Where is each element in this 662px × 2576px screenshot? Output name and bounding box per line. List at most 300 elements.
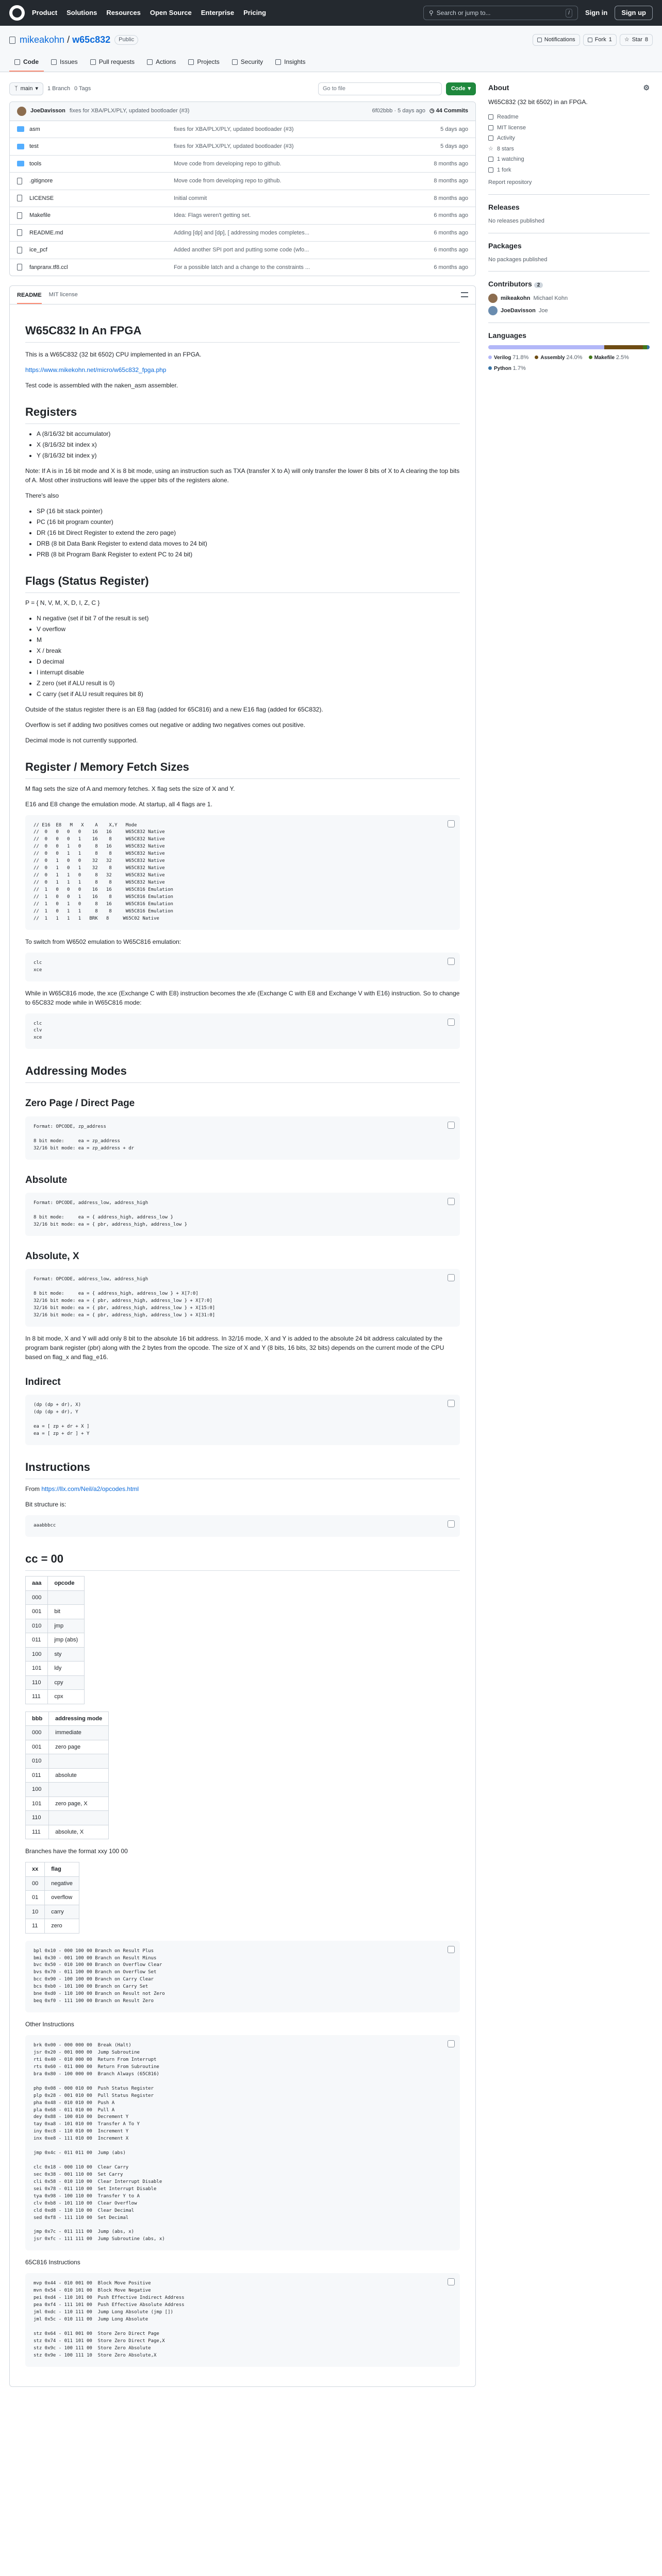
absx-p: In 8 bit mode, X and Y will add only 8 bit to the absolute 16 bit address. In 32/16 mode, X and Y is added to the absolute 24 bit address calculated by the program bank register (pbr) along with the 2 bytes from the opcode. The size of X and Y (8 bits, 16 bits, 32 bits) depends on the current mode of the CPU based on flag_x and flag_e16. (25, 1334, 444, 1361)
table-header-row (26, 1577, 85, 1591)
file-row[interactable] (10, 156, 475, 173)
tab-security[interactable] (227, 53, 268, 72)
file-commit-message[interactable]: For a possible latch and a change to the constraints ... (174, 264, 310, 270)
other-p: Other Instructions (25, 2021, 74, 2028)
table-row (26, 1619, 85, 1633)
code-block-xfe (25, 1013, 460, 1049)
table-row (26, 1876, 79, 1891)
forks-link[interactable] (488, 166, 650, 175)
commit-count-label: 44 Commits (436, 108, 468, 114)
registers-also: There's also (25, 492, 59, 499)
table-row (26, 1740, 109, 1754)
commit-author[interactable]: JoeDavisson (30, 108, 65, 114)
language-bar-segment (643, 345, 647, 349)
branch-label: main (20, 86, 33, 92)
contributors-heading[interactable] (488, 279, 650, 290)
heading-instructions: Instructions (25, 1459, 460, 1479)
contributor-login: mikeakohn (501, 295, 531, 301)
file-icon (17, 195, 22, 201)
copy-icon[interactable] (448, 1520, 455, 1528)
chevron-down-icon: ▾ (468, 86, 471, 92)
tab-insights[interactable] (270, 53, 310, 72)
code-text: Format: OPCODE, address_low, address_high 8 bit mode: ea = { address_high, address_low } + X[7:0] 32/16 bit mode: ea = { pbr, address_high, address_low } + X[7:0] 32/16 bit mode: ea = { pbr, address_high, address_low } + X[15:0] 32/16 bit mode: ea = { pbr, address_high, address_low } + X[31:0] (34, 1277, 216, 1318)
nav-product[interactable]: Product (32, 9, 58, 17)
code-button[interactable] (446, 82, 476, 95)
commit-message[interactable]: fixes for XBA/PLX/PLY, updated bootloader (#3) (69, 108, 190, 114)
flags-p3: Decimal mode is not currently supported. (25, 736, 138, 744)
language-percent: 71.8% (512, 354, 529, 361)
code-text: // E16 E8 M X A X,Y Mode // 0 0 0 0 16 16 W65C832 Native // 0 0 0 1 16 8 W65C832 Native // 0 0 1 0 8 16 W65C832 Native // 0 0 1 1 8 8 W65C832 Native // 0 1 0 0 32 32 W65C832 Native // 0 1 0 1 32 8 W65C832 Native // 0 1 1 0 8 32 W65C832 Native // 0 1 1 1 8 8 W65C832 Native // 1 0 0 0 16 16 W65C816 Emulation // 1 0 0 1 16 8 W65C816 Emulation // 1 0 1 0 8 16 W65C816 Emulation // 1 0 1 1 8 8 W65C816 Emulation // 1 1 1 1 BRK 8 W65C02 Native (34, 822, 173, 921)
code-block-bits (25, 1515, 460, 1537)
table-cell: absolute, X (49, 1825, 109, 1839)
language-item[interactable] (488, 353, 528, 362)
table-cell: negative (45, 1876, 79, 1891)
file-commit-message[interactable]: Adding [dp] and [dp], [ addressing modes completes... (174, 229, 309, 236)
graph-icon (275, 59, 281, 65)
heading-register-sizes: Register / Memory Fetch Sizes (25, 758, 460, 779)
language-percent: 24.0% (566, 354, 583, 361)
file-commit-message[interactable]: Move code from developing repo to github. (174, 178, 282, 184)
tab-pull-requests[interactable] (85, 53, 140, 72)
file-commit-time: 8 months ago (434, 178, 468, 184)
list-item: • N negative (set if bit 7 of the result is set) (37, 614, 460, 623)
file-commit-message[interactable]: Added another SPI port and putting some code (wfo... (174, 247, 309, 253)
table-cell: sty (48, 1647, 85, 1662)
contributors-label: Contributors (488, 280, 532, 288)
registers-list (37, 429, 460, 460)
code-block-abs (25, 1193, 460, 1236)
activity-link[interactable] (488, 134, 650, 143)
table-cell: 000 (26, 1590, 48, 1605)
language-name: Verilog (494, 355, 511, 361)
table-row (26, 1811, 109, 1825)
notifications-button[interactable] (533, 34, 580, 46)
code-text: clc xce (34, 960, 42, 973)
gear-icon[interactable]: ⚙ (643, 83, 650, 92)
meta-label: 8 stars (496, 145, 514, 152)
repo-title: mikeakohn / w65c832 (20, 35, 111, 45)
list-item: • X (8/16/32 bit index x) (37, 440, 460, 449)
code-text: Format: OPCODE, zp_address 8 bit mode: ea = zp_address 32/16 bit mode: ea = zp_address + dr (34, 1124, 135, 1151)
table-header-cell: flag (45, 1862, 79, 1877)
about-heading-label: About (488, 83, 509, 92)
table-cell: 11 (26, 1919, 45, 1934)
copy-icon[interactable] (448, 1400, 455, 1407)
heading-registers: Registers (25, 403, 460, 424)
file-name-link[interactable]: ice_pcf (29, 247, 47, 253)
stars-link[interactable] (488, 145, 650, 154)
star-count: 8 (644, 37, 648, 43)
releases-text: No releases published (488, 218, 544, 224)
book-icon (488, 114, 493, 120)
copy-icon[interactable] (448, 1274, 455, 1281)
branch-select[interactable] (9, 82, 43, 95)
file-row[interactable] (10, 225, 475, 242)
table-cell (49, 1783, 109, 1797)
nav-enterprise[interactable]: Enterprise (201, 9, 235, 17)
tab-code[interactable] (9, 53, 44, 72)
table-row (26, 1905, 79, 1919)
releases-heading[interactable]: Releases (488, 203, 520, 211)
file-commit-time: 6 months ago (434, 264, 468, 270)
nav-pricing[interactable]: Pricing (243, 9, 267, 17)
heading-addressing: Addressing Modes (25, 1062, 460, 1083)
folder-icon (17, 161, 24, 166)
global-search-input[interactable] (423, 6, 578, 20)
tab-security-label: Security (240, 58, 263, 65)
table-cell: 101 (26, 1662, 48, 1676)
readme-title: W65C832 In An FPGA (25, 322, 460, 343)
avatar (488, 294, 498, 303)
table-cell: 100 (26, 1783, 49, 1797)
file-name-link[interactable]: asm (29, 126, 40, 132)
bbb-table (25, 1711, 109, 1840)
table-cell: zero (45, 1919, 79, 1934)
code-block-sizes (25, 815, 460, 930)
table-row (26, 1633, 85, 1648)
table-cell: jmp (abs) (48, 1633, 85, 1648)
copy-icon[interactable] (448, 2278, 455, 2285)
heading-cc00: cc = 00 (25, 1550, 460, 1571)
list-item: • C carry (set if ALU result requires bit 8) (37, 689, 460, 699)
file-name-link[interactable]: test (29, 143, 39, 149)
language-bar-segment (488, 345, 604, 349)
sign-up-button[interactable]: Sign up (615, 6, 653, 20)
file-commit-time: 6 months ago (434, 212, 468, 218)
watchers-link[interactable] (488, 155, 650, 164)
table-header-row (26, 1862, 79, 1877)
contributor-login: JoeDavisson (501, 307, 536, 314)
code-text: clc clv xce (34, 1021, 42, 1041)
switch-p: To switch from W6502 emulation to W65C816 emulation: (25, 938, 181, 945)
table-cell (49, 1811, 109, 1825)
packages-text: No packages published (488, 256, 548, 263)
repo-tabs (9, 53, 653, 72)
file-icon (17, 229, 22, 236)
file-commit-time: 5 days ago (440, 126, 468, 132)
tab-issues[interactable] (46, 53, 83, 72)
tab-projects[interactable] (183, 53, 224, 72)
file-commit-message[interactable]: fixes for XBA/PLX/PLY, updated bootloader (#3) (174, 143, 294, 149)
nav-solutions[interactable]: Solutions (67, 9, 97, 17)
table-cell (48, 1590, 85, 1605)
file-commit-time: 6 months ago (434, 229, 468, 236)
table-header-cell: xx (26, 1862, 45, 1877)
file-commit-message[interactable]: Initial commit (174, 195, 207, 201)
tab-projects-label: Projects (197, 58, 220, 65)
table-cell: 000 (26, 1726, 49, 1740)
opcodes-link[interactable]: https://llx.com/Neil/a2/opcodes.html (41, 1485, 139, 1493)
visibility-badge: Public (114, 35, 138, 45)
table-cell: 110 (26, 1675, 48, 1690)
file-icon (17, 264, 22, 270)
copy-icon[interactable] (448, 2040, 455, 2047)
language-bar-segment (604, 345, 643, 349)
language-list (488, 353, 650, 372)
table-row (26, 1675, 85, 1690)
language-item[interactable] (535, 353, 582, 362)
table-cell (49, 1754, 109, 1769)
outline-icon[interactable] (461, 292, 468, 297)
table-row (26, 1919, 79, 1934)
pull-request-icon (90, 59, 96, 65)
eye-icon (488, 157, 493, 162)
file-row[interactable] (10, 259, 475, 276)
contributor-item[interactable] (488, 306, 650, 315)
table-cell: 01 (26, 1891, 45, 1905)
nav-resources[interactable]: Resources (106, 9, 141, 17)
table-row (26, 1783, 109, 1797)
repo-owner-link[interactable]: mikeakohn (20, 35, 65, 45)
about-text: W65C832 (32 bit 6502) in an FPGA. (488, 98, 588, 106)
table-cell: 011 (26, 1768, 49, 1783)
list-item: • Z zero (set if ALU result is 0) (37, 679, 460, 688)
file-name-link[interactable]: fanpranx.tf8.ccl (29, 264, 68, 270)
table-cell: immediate (49, 1726, 109, 1740)
file-row[interactable] (10, 138, 475, 156)
copy-icon[interactable] (448, 1198, 455, 1205)
list-item: • X / break (37, 646, 460, 655)
language-dot-icon (535, 355, 538, 359)
table-cell: carry (45, 1905, 79, 1919)
code-icon (14, 59, 20, 65)
notifications-label: Notifications (544, 37, 575, 43)
aaa-table (25, 1576, 85, 1704)
file-name-link[interactable]: tools (29, 160, 42, 167)
branch-icon: ᛉ (14, 86, 18, 92)
list-item: • SP (16 bit stack pointer) (37, 506, 460, 516)
contributor-item[interactable] (488, 294, 650, 303)
table-cell: jmp (48, 1619, 85, 1633)
list-item: • A (8/16/32 bit accumulator) (37, 429, 460, 438)
nav-open-source[interactable]: Open Source (150, 9, 192, 17)
file-icon (17, 212, 22, 219)
table-cell: zero page (49, 1740, 109, 1754)
languages-section (488, 323, 650, 372)
file-row[interactable] (10, 242, 475, 259)
folder-icon (17, 126, 24, 132)
main-column (9, 82, 476, 2387)
contributors-section (488, 271, 650, 315)
search-placeholder: Search or jump to... (436, 9, 491, 16)
repo-icon (9, 37, 15, 44)
language-name: Makefile (594, 355, 615, 361)
tab-pull-requests-label: Pull requests (98, 58, 135, 65)
contributors-count: 2 (534, 282, 543, 288)
pulse-icon (488, 135, 493, 141)
meta-label: 1 fork (497, 166, 511, 173)
latest-commit (10, 102, 475, 121)
file-icon (17, 247, 22, 253)
sidebar (488, 82, 650, 2387)
copy-icon[interactable] (448, 820, 455, 827)
file-commit-time: 8 months ago (434, 195, 468, 201)
branch-p: Branches have the format xxy 100 00 (25, 1848, 128, 1855)
code-block-branch (25, 1941, 460, 2013)
global-header (0, 0, 662, 26)
repo-name-link[interactable]: w65c832 (72, 35, 111, 45)
license-tab[interactable]: MIT license (48, 292, 78, 298)
fork-icon (488, 167, 493, 173)
copy-icon[interactable] (448, 1122, 455, 1129)
meta-label: Activity (497, 135, 515, 141)
commit-count[interactable] (429, 107, 468, 115)
table-header-cell: addressing mode (49, 1711, 109, 1726)
readme-link[interactable] (488, 113, 650, 122)
table-header-cell: opcode (48, 1577, 85, 1591)
language-dot-icon (488, 355, 492, 359)
heading-absolute-x: Absolute, X (25, 1250, 79, 1262)
code-block-absx (25, 1269, 460, 1327)
code-text: (dp (dp + dr), X) (dp (dp + dr), Y ea = [ zp + dr + X ] ea = [ zp + dr ] + Y (34, 1402, 90, 1437)
github-logo-icon[interactable] (9, 5, 25, 21)
avatar[interactable] (17, 107, 26, 116)
table-row (26, 1590, 85, 1605)
file-commit-time: 5 days ago (440, 143, 468, 149)
heading-absolute: Absolute (25, 1174, 68, 1185)
project-link[interactable]: https://www.mikekohn.net/micro/w65c832_fpga.php (25, 366, 167, 374)
code-text: aaabbbcc (34, 1523, 56, 1529)
issue-icon (51, 59, 57, 65)
play-icon (147, 59, 153, 65)
file-list (9, 101, 476, 277)
file-icon (17, 178, 22, 184)
shield-icon (232, 59, 238, 65)
code-block-switch (25, 953, 460, 981)
file-commit-message[interactable]: Move code from developing repo to github. (174, 160, 282, 167)
file-row[interactable] (10, 190, 475, 208)
file-commit-message[interactable]: Idea: Flags weren't getting set. (174, 212, 251, 218)
table-cell: bit (48, 1605, 85, 1619)
list-item: • DRB (8 bit Data Bank Register to extend data moves to 24 bit) (37, 539, 460, 548)
language-item[interactable] (589, 353, 629, 362)
heading-indirect: Indirect (25, 1376, 61, 1387)
table-cell: cpy (48, 1675, 85, 1690)
language-percent: 2.5% (616, 354, 629, 361)
table-header-row (26, 1711, 109, 1726)
contributor-name: Michael Kohn (533, 295, 568, 301)
copy-icon[interactable] (448, 1019, 455, 1026)
readme-assembler: Test code is assembled with the naken_asm assembler. (25, 381, 178, 389)
file-commit-message[interactable]: fixes for XBA/PLX/PLY, updated bootloader (#3) (174, 126, 294, 132)
file-name-link[interactable]: .gitignore (29, 178, 53, 184)
list-item: • M (37, 635, 460, 645)
list-item: • Y (8/16/32 bit index y) (37, 451, 460, 460)
report-link[interactable]: Report repository (488, 179, 532, 185)
commit-hash[interactable]: 6f02bbb · 5 days ago (372, 108, 425, 114)
table-row (26, 1825, 109, 1839)
branches-link[interactable]: 1 Branch (47, 86, 71, 92)
meta-label: Readme (497, 114, 519, 120)
regsize-p1: M flag sets the size of A and memory fetches. X flag sets the size of X and Y. (25, 785, 235, 792)
table-cell: 101 (26, 1797, 49, 1811)
language-item[interactable] (488, 364, 526, 373)
table-row (26, 1605, 85, 1619)
table-cell: overflow (45, 1891, 79, 1905)
languages-heading: Languages (488, 331, 526, 340)
license-link[interactable] (488, 124, 650, 132)
code-block-ind (25, 1395, 460, 1445)
list-item: • I interrupt disable (37, 668, 460, 677)
readme-tab[interactable]: README (17, 291, 42, 304)
heading-flags: Flags (Status Register) (25, 572, 460, 593)
go-to-file-input[interactable]: Go to file (318, 82, 442, 95)
table-cell: 100 (26, 1647, 48, 1662)
bit-structure: Bit structure is: (25, 1501, 67, 1509)
contributor-name: Joe (538, 307, 548, 314)
while-p: While in W65C816 mode, the xce (Exchange C with E8) instruction becomes the xfe (Exchange C with E8 and Exchange V with E16) instruction. So to change to 65C832 mode while in W65C816 mode: (25, 989, 460, 1006)
file-row[interactable] (10, 121, 475, 139)
list-item: • DR (16 bit Direct Register to extend the zero page) (37, 528, 460, 537)
search-icon: ⚲ (428, 9, 434, 16)
star-icon: ☆ (488, 145, 493, 152)
flags-list (37, 614, 460, 699)
tab-actions[interactable] (142, 53, 181, 72)
table-cell: 001 (26, 1740, 49, 1754)
tab-issues-label: Issues (60, 58, 78, 65)
copy-icon[interactable] (448, 1946, 455, 1953)
xx-table (25, 1862, 79, 1934)
flags-p1: Outside of the status register there is an E8 flag (added for 65C816) and a new E16 flag (added for 65C832). (25, 705, 323, 713)
list-item: • PC (16 bit program counter) (37, 517, 460, 527)
table-cell: cpx (48, 1690, 85, 1704)
code-block-816 (25, 2273, 460, 2366)
search-shortcut: / (566, 9, 572, 18)
table-header-cell: bbb (26, 1711, 49, 1726)
file-row[interactable] (10, 207, 475, 225)
tags-link[interactable]: 0 Tags (74, 86, 91, 92)
regsize-p2: E16 and E8 change the emulation mode. At startup, all 4 flags are 1. (25, 800, 212, 808)
sign-in-link[interactable]: Sign in (585, 9, 608, 17)
heading-zero-page: Zero Page / Direct Page (25, 1098, 135, 1109)
meta-label: MIT license (497, 124, 526, 131)
bell-icon (537, 38, 542, 42)
table-cell: 011 (26, 1633, 48, 1648)
table-cell: 010 (26, 1619, 48, 1633)
code-button-label: Code (451, 86, 466, 92)
star-button[interactable] (620, 34, 653, 46)
instr-from (25, 1484, 460, 1494)
instr-from-label: From (25, 1485, 40, 1493)
table-row (26, 1647, 85, 1662)
code-block-zp (25, 1116, 460, 1160)
registers-note: Note: If A is in 16 bit mode and X is 8 bit mode, using an instruction such as TXA (transfer X to A) will only transfer the lower 8 bits of X to A clearing the top bits of A. Most other instructions will leave the upper bits of the registers alone. (25, 467, 460, 484)
tab-insights-label: Insights (284, 58, 306, 65)
copy-icon[interactable] (448, 958, 455, 965)
flags-p2: Overflow is set if adding two positives comes out negative or adding two negatives comes out positive. (25, 721, 305, 728)
table-row (26, 1662, 85, 1676)
language-bar-segment (647, 345, 650, 349)
list-item: • PRB (8 bit Program Bank Register to extent PC to 24 bit) (37, 550, 460, 559)
fork-button[interactable] (583, 34, 617, 46)
history-icon: ◷ (429, 108, 436, 114)
packages-heading[interactable]: Packages (488, 241, 522, 250)
file-commit-time: 8 months ago (434, 160, 468, 167)
table-cell: absolute (49, 1768, 109, 1783)
file-name-link[interactable]: README.md (29, 229, 63, 236)
table-cell: 111 (26, 1825, 49, 1839)
file-name-link[interactable]: LICENSE (29, 195, 54, 201)
global-nav (32, 8, 266, 18)
star-icon: ☆ (624, 37, 630, 43)
file-row[interactable] (10, 173, 475, 190)
fork-icon (588, 38, 592, 42)
code-block-other (25, 2035, 460, 2250)
table-row (26, 1891, 79, 1905)
file-name-link[interactable]: Makefile (29, 212, 51, 218)
code-text: Format: OPCODE, address_low, address_high 8 bit mode: ea = { address_high, address_low } 32/16 bit mode: ea = { pbr, address_high, address_low } (34, 1200, 188, 1227)
language-dot-icon (488, 366, 492, 370)
